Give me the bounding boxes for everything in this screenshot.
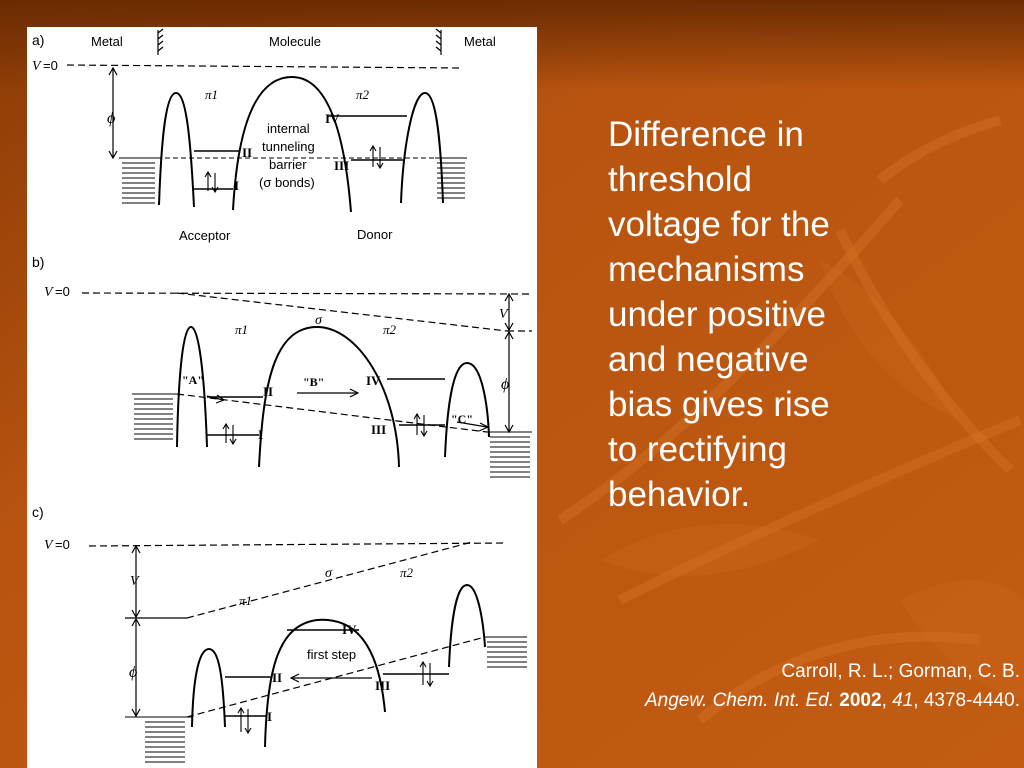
panel-c-v-side: V bbox=[130, 574, 139, 589]
panel-a bbox=[32, 29, 496, 243]
barrier-text-line: (σ bonds) bbox=[259, 175, 315, 190]
panel-b-level-iv: IV bbox=[366, 373, 381, 388]
metal-left-label: Metal bbox=[91, 34, 123, 49]
panel-b-level-i: I bbox=[258, 427, 264, 442]
panel-c-level-i: I bbox=[267, 709, 273, 724]
barrier-text-line: barrier bbox=[269, 157, 307, 172]
panel-a-vacuum-line bbox=[67, 65, 462, 68]
level-iii-label: III bbox=[334, 158, 350, 173]
panel-c-label: c) bbox=[32, 504, 44, 520]
panel-b-vacuum-line bbox=[82, 293, 532, 294]
panel-b-pi1: π1 bbox=[235, 322, 249, 337]
panel-b-level-iii: III bbox=[371, 422, 387, 437]
barrier-text-line: tunneling bbox=[262, 139, 315, 154]
energy-diagram bbox=[27, 27, 537, 768]
panel-c-vacuum-line bbox=[89, 543, 507, 546]
summary-line: bias gives rise bbox=[608, 385, 830, 424]
panel-a-v-value: =0 bbox=[43, 58, 58, 73]
panel-b-left-metal bbox=[132, 394, 177, 439]
panel-b-v-value: =0 bbox=[55, 284, 70, 299]
panel-c-phi: ϕ bbox=[129, 664, 138, 681]
summary-line: mechanisms bbox=[608, 250, 805, 289]
panel-b-transfer-arrows bbox=[207, 389, 488, 431]
panel-c-sigma: σ bbox=[325, 566, 332, 581]
panel-c-right-metal bbox=[485, 637, 527, 667]
level-iv-label: IV bbox=[325, 111, 340, 126]
summary-line: Difference in bbox=[608, 115, 804, 154]
summary-line: behavior. bbox=[608, 475, 751, 514]
citation-year: 2002 bbox=[839, 690, 882, 711]
metal-right-label: Metal bbox=[464, 34, 496, 49]
panel-c-level-iv: IV bbox=[342, 622, 357, 637]
panel-b-sigma: σ bbox=[315, 313, 322, 328]
panel-c-level-ii: II bbox=[272, 670, 283, 685]
citation: Carroll, R. L.; Gorman, C. B. Angew. Chem. Int. Ed. 2002, 41, 4378-4440. bbox=[644, 661, 1020, 711]
panel-b-a-label: "A" bbox=[182, 373, 204, 387]
panel-c bbox=[32, 504, 527, 762]
panel-b bbox=[32, 254, 532, 477]
panel-b-tilted-vacuum bbox=[177, 293, 507, 331]
summary-line: threshold bbox=[608, 160, 752, 199]
citation-pages: 4378-4440. bbox=[923, 690, 1020, 711]
molecule-label: Molecule bbox=[269, 34, 322, 49]
citation-authors: Carroll, R. L.; Gorman, C. B. bbox=[781, 661, 1020, 682]
level-ii-label: II bbox=[242, 145, 253, 160]
panel-c-barriers bbox=[192, 585, 485, 747]
panel-c-pi1: π1 bbox=[239, 593, 253, 608]
panel-a-pi2: π2 bbox=[356, 87, 370, 102]
panel-c-left-metal bbox=[125, 717, 192, 762]
panel-b-label: b) bbox=[32, 254, 45, 270]
level-i-label: I bbox=[234, 178, 240, 193]
summary-line: voltage for the bbox=[608, 205, 830, 244]
slide-summary-text bbox=[608, 112, 888, 517]
summary-line: to rectifying bbox=[608, 430, 787, 469]
panel-a-label: a) bbox=[32, 32, 45, 48]
panel-b-v-side: V bbox=[499, 307, 508, 322]
panel-c-levels bbox=[225, 630, 449, 716]
panel-c-level-iii: III bbox=[375, 678, 391, 693]
panel-a-right-metal bbox=[435, 158, 467, 198]
panel-a-pi1: π1 bbox=[205, 87, 219, 102]
panel-c-v-value: =0 bbox=[55, 537, 70, 552]
panel-b-phi: ϕ bbox=[501, 376, 510, 393]
panel-b-v-label: V bbox=[44, 285, 53, 300]
panel-c-v-arrows bbox=[132, 546, 140, 716]
panel-c-pi2: π2 bbox=[400, 565, 414, 580]
donor-label: Donor bbox=[357, 227, 393, 242]
panel-b-c-label: "C" bbox=[451, 412, 473, 426]
citation-volume: 41 bbox=[892, 690, 914, 711]
panel-a-left-metal bbox=[119, 158, 157, 203]
panel-b-pi2: π2 bbox=[383, 322, 397, 337]
panel-b-levels bbox=[207, 379, 445, 435]
energy-diagram-figure bbox=[27, 27, 537, 768]
panel-a-v-label: V bbox=[32, 59, 41, 74]
panel-b-level-ii: II bbox=[263, 384, 274, 399]
summary-line: and negative bbox=[608, 340, 809, 379]
panel-c-v-label: V bbox=[44, 538, 53, 553]
citation-journal: Angew. Chem. Int. Ed. bbox=[644, 690, 835, 711]
first-step-label: first step bbox=[307, 647, 357, 662]
barrier-text-line: internal bbox=[267, 121, 310, 136]
panel-b-b-label: "B" bbox=[303, 375, 325, 389]
acceptor-label: Acceptor bbox=[179, 228, 231, 243]
panel-b-right-metal bbox=[487, 432, 532, 477]
summary-line: under positive bbox=[608, 295, 826, 334]
panel-a-phi: ϕ bbox=[107, 110, 116, 127]
